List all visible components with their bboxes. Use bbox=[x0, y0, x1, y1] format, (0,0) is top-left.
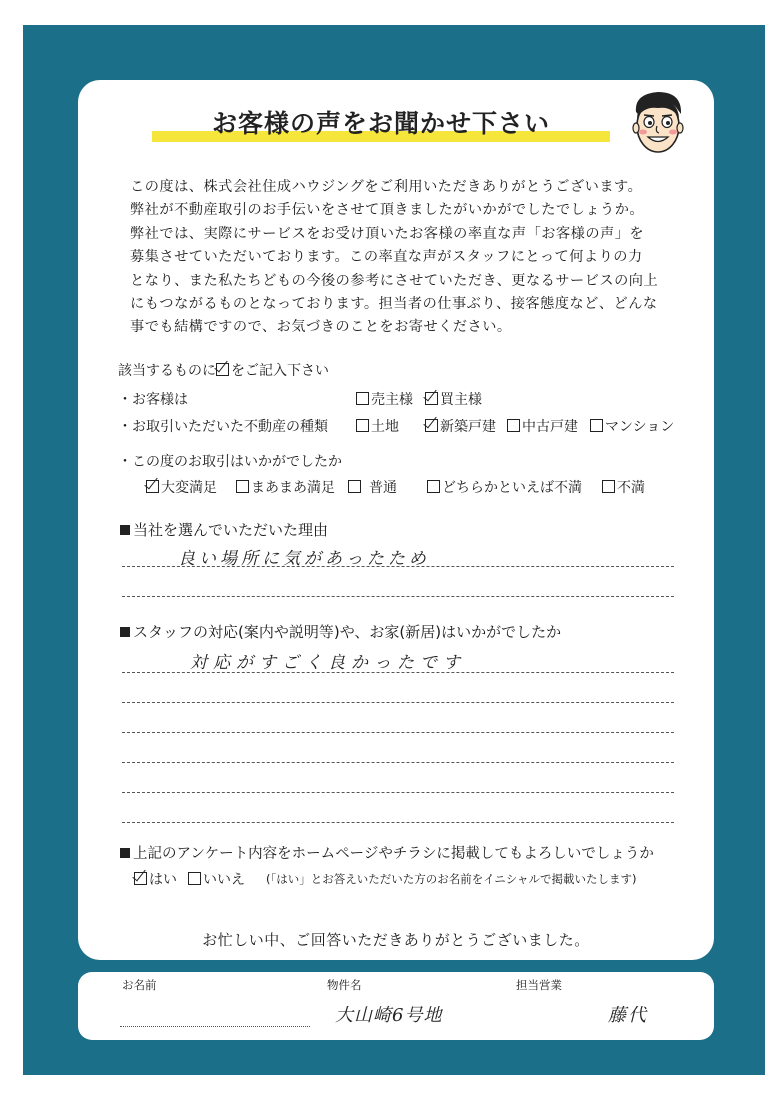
publish-note: (「はい」とお答えいただいた方のお名前をイニシャルで掲載いたします) bbox=[266, 872, 637, 886]
square-bullet-icon bbox=[120, 848, 130, 858]
answer-line bbox=[122, 732, 674, 733]
checkbox-dissatisfied[interactable] bbox=[602, 480, 615, 493]
checkbox-seller[interactable] bbox=[356, 392, 369, 405]
intro-line: となり、また私たちどもの今後の参考にさせていただき、更なるサービスの向上 bbox=[130, 272, 659, 289]
intro-line: 募集させていただいております。この率直な声がスタッフにとって何よりの力 bbox=[130, 249, 643, 266]
instruction bbox=[118, 360, 329, 380]
title-block bbox=[152, 104, 612, 148]
square-bullet-icon bbox=[120, 627, 130, 637]
checkbox-buyer[interactable] bbox=[425, 392, 438, 405]
reason-heading bbox=[120, 519, 328, 540]
checkbox-somewhat-dissatisfied[interactable] bbox=[427, 480, 440, 493]
option-seller[interactable] bbox=[356, 389, 413, 409]
answer-line bbox=[122, 702, 674, 703]
square-bullet-icon bbox=[120, 525, 130, 535]
option-label: 不満 bbox=[617, 480, 645, 496]
reason-heading-text: 当社を選んでいただいた理由 bbox=[133, 521, 329, 539]
option-mansion[interactable] bbox=[590, 416, 674, 436]
property-value[interactable]: 大山崎6号地 bbox=[335, 1005, 443, 1026]
option-buyer[interactable] bbox=[425, 389, 482, 409]
staff-answer[interactable]: 対応がすごく良かったです bbox=[190, 653, 466, 673]
checkbox-fairly-satisfied[interactable] bbox=[236, 480, 249, 493]
option-label: 売主様 bbox=[371, 392, 413, 408]
customer-question-label: ・お客様は bbox=[118, 392, 188, 408]
option-label: はい bbox=[149, 872, 177, 888]
option-label: 普通 bbox=[369, 480, 397, 496]
sales-value[interactable]: 藤代 bbox=[608, 1005, 648, 1026]
option-fairly-satisfied[interactable] bbox=[236, 477, 335, 497]
name-label: お名前 bbox=[122, 978, 157, 992]
option-label: まあまあ満足 bbox=[251, 480, 335, 496]
staff-heading bbox=[120, 621, 561, 642]
option-dissatisfied[interactable] bbox=[602, 477, 645, 497]
option-label: いいえ bbox=[203, 872, 245, 888]
answer-line bbox=[122, 762, 674, 763]
instruction-after: をご記入下さい bbox=[231, 363, 329, 379]
option-label: 中古戸建 bbox=[522, 419, 578, 435]
answer-line bbox=[122, 672, 674, 673]
option-average[interactable] bbox=[348, 477, 397, 497]
answer-line bbox=[122, 566, 674, 567]
checkbox-new-house[interactable] bbox=[425, 419, 438, 432]
mascot-face-icon bbox=[628, 88, 688, 160]
checkbox-publish-no[interactable] bbox=[188, 872, 201, 885]
option-label: マンション bbox=[605, 419, 675, 435]
intro-paragraph bbox=[130, 176, 690, 340]
intro-line: 弊社では、実際にサービスをお受け頂いたお客様の率直な声「お客様の声」を bbox=[130, 225, 645, 242]
property-label: 物件名 bbox=[327, 978, 362, 992]
option-label: 買主様 bbox=[440, 392, 482, 408]
instruction-before: 該当するものに bbox=[118, 363, 216, 379]
answer-line bbox=[122, 792, 674, 793]
publish-heading bbox=[120, 842, 654, 863]
option-label: 新築戸建 bbox=[440, 419, 496, 435]
thanks-message: お忙しい中、ご回答いただきありがとうございました。 bbox=[202, 931, 590, 949]
answer-line bbox=[122, 596, 674, 597]
checkbox-very-satisfied[interactable] bbox=[146, 480, 159, 493]
option-new-house[interactable] bbox=[425, 416, 496, 436]
satisfaction-question-label: ・この度のお取引はいかがでしたか bbox=[118, 454, 342, 470]
intro-line: 事でも結構ですので、お気づきのことをお寄せください。 bbox=[130, 319, 512, 336]
name-underline bbox=[120, 1026, 310, 1027]
option-label: 土地 bbox=[371, 419, 399, 435]
intro-line: この度は、株式会社住成ハウジングをご利用いただきありがとうございます。 bbox=[130, 179, 643, 195]
option-used-house[interactable] bbox=[507, 416, 578, 436]
reason-answer[interactable]: 良い場所に気があったため bbox=[178, 549, 430, 569]
publish-heading-text: 上記のアンケート内容をホームページやチラシに掲載してもよろしいでしょうか bbox=[133, 846, 654, 862]
option-very-satisfied[interactable] bbox=[146, 477, 217, 497]
option-somewhat-dissatisfied[interactable] bbox=[427, 477, 582, 497]
checkbox-publish-yes[interactable] bbox=[134, 872, 147, 885]
checkbox-average[interactable] bbox=[348, 480, 361, 493]
answer-line bbox=[122, 822, 674, 823]
staff-heading-text: スタッフの対応(案内や説明等)や、お家(新居)はいかがでしたか bbox=[133, 623, 562, 641]
page-title: お客様の声をお聞かせ下さい bbox=[211, 109, 550, 138]
checkbox-mansion[interactable] bbox=[590, 419, 603, 432]
option-label: 大変満足 bbox=[161, 480, 217, 496]
intro-line: にもつながるものとなっております。担当者の仕事ぶり、接客態度など、どんな bbox=[130, 296, 658, 313]
intro-line: 弊社が不動産取引のお手伝いをさせて頂きましたがいかがでしたでしょうか。 bbox=[130, 202, 645, 219]
checkbox-example bbox=[216, 363, 229, 376]
checkbox-land[interactable] bbox=[356, 419, 369, 432]
checkbox-used-house[interactable] bbox=[507, 419, 520, 432]
option-land[interactable] bbox=[356, 416, 399, 436]
option-publish-yes[interactable] bbox=[134, 869, 177, 889]
sales-label: 担当営業 bbox=[516, 978, 562, 992]
property-question-label: ・お取引いただいた不動産の種類 bbox=[118, 419, 328, 435]
option-publish-no[interactable] bbox=[188, 869, 245, 889]
option-label: どちらかといえば不満 bbox=[442, 480, 582, 496]
